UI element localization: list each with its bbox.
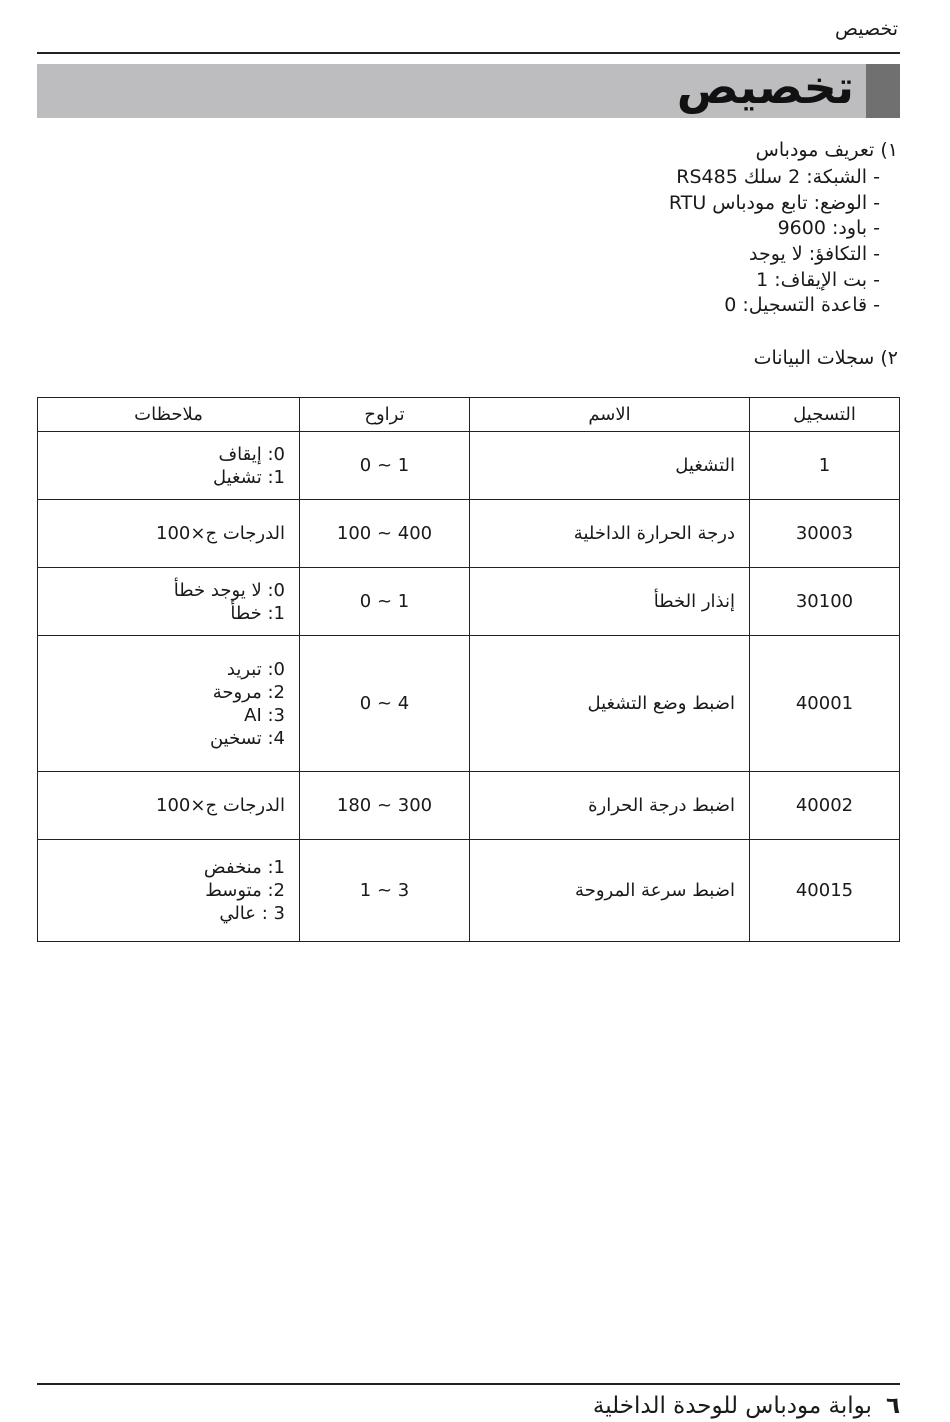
data-registers-heading: ٢) سجلات البيانات: [753, 347, 898, 369]
page-footer: [593, 1393, 900, 1419]
footer-title: بوابة مودباس للوحدة الداخلية: [592, 1393, 872, 1419]
notes-cell: [38, 500, 300, 568]
page-number: ٦: [885, 1393, 900, 1419]
running-header: تخصيص: [834, 18, 898, 40]
name-cell: اضبط درجة الحرارة: [470, 772, 750, 840]
note-line: 0: تبريد: [226, 658, 285, 680]
modbus-definition-item: - الوضع: تابع مودباس RTU: [668, 191, 880, 214]
range-cell: 180 ~ 300: [300, 772, 470, 840]
modbus-definition-item: - التكافؤ: لا يوجد: [748, 243, 880, 266]
note-line: الدرجات ج×100: [156, 795, 285, 816]
modbus-definition-item: - بت الإيقاف: 1: [756, 268, 880, 291]
note-line: الدرجات ج×100: [156, 523, 285, 544]
table-row: [38, 568, 900, 636]
register-cell: 1: [750, 432, 900, 500]
table-row: [38, 432, 900, 500]
notes-cell: [38, 432, 300, 500]
register-cell: 30003: [750, 500, 900, 568]
range-cell: 1 ~ 3: [300, 840, 470, 942]
note-line: 4: تسخين: [209, 727, 285, 749]
name-cell: درجة الحرارة الداخلية: [470, 500, 750, 568]
modbus-definition-item: - الشبكة: 2 سلك RS485: [676, 166, 880, 188]
column-header-notes: ملاحظات: [38, 398, 300, 432]
register-cell: 40001: [750, 636, 900, 772]
table-row: [38, 840, 900, 942]
note-line: 1: تشغيل: [212, 466, 285, 488]
note-line: 3 : عالي: [219, 903, 285, 924]
modbus-definition-list: [669, 165, 880, 319]
range-cell: 0 ~ 4: [300, 636, 470, 772]
table-row: [38, 636, 900, 772]
column-header-name: الاسم: [470, 398, 750, 432]
note-line: 1: منخفض: [203, 857, 285, 878]
section-banner: [37, 60, 900, 118]
banner-tab: [866, 64, 900, 118]
name-cell: اضبط سرعة المروحة: [470, 840, 750, 942]
modbus-definition-item: - باود: 9600: [777, 217, 880, 240]
range-cell: 100 ~ 400: [300, 500, 470, 568]
footer-rule: [37, 1383, 900, 1385]
name-cell: التشغيل: [470, 432, 750, 500]
column-header-range: تراوح: [300, 398, 470, 432]
note-line: 0: إيقاف: [218, 443, 285, 465]
notes-cell: [38, 840, 300, 942]
register-cell: 30100: [750, 568, 900, 636]
modbus-definition-item: - قاعدة التسجيل: 0: [724, 294, 880, 317]
column-header-register: التسجيل: [750, 398, 900, 432]
note-line: 0: لا يوجد خطأ: [173, 579, 285, 601]
table-row: [38, 772, 900, 840]
notes-cell: [38, 568, 300, 636]
range-cell: 0 ~ 1: [300, 432, 470, 500]
data-registers-table: [37, 397, 900, 942]
name-cell: إنذار الخطأ: [470, 568, 750, 636]
register-cell: 40002: [750, 772, 900, 840]
modbus-definition-heading: ١) تعريف مودباس: [755, 139, 898, 161]
section-title: تخصيص: [676, 60, 854, 114]
register-cell: 40015: [750, 840, 900, 942]
notes-cell: [38, 772, 300, 840]
name-cell: اضبط وضع التشغيل: [470, 636, 750, 772]
note-line: 2: مروحة: [212, 681, 285, 703]
note-line: 3: AI: [244, 704, 285, 726]
table-row: [38, 500, 900, 568]
header-rule: [37, 52, 900, 54]
range-cell: 0 ~ 1: [300, 568, 470, 636]
note-line: 1: خطأ: [230, 602, 285, 624]
notes-cell: [38, 636, 300, 772]
table-header-row: [38, 398, 900, 432]
note-line: 2: متوسط: [205, 880, 285, 901]
